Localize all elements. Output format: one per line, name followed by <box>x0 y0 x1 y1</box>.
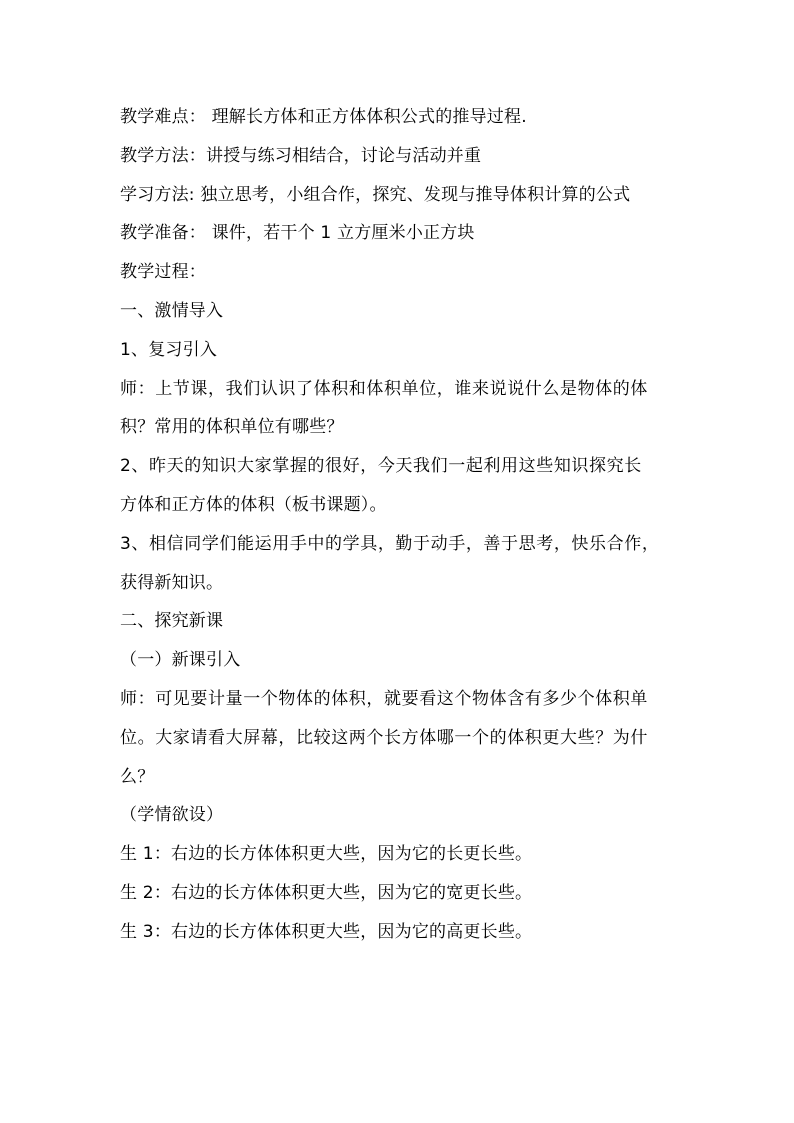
paragraph-line: 3、相信同学们能运用手中的学具，勤于动手，善于思考，快乐合作， <box>120 533 660 554</box>
teaching-difficulty-line: 教学难点： 理解长方体和正方体体积公式的推导过程. <box>120 107 527 127</box>
document-body <box>120 98 680 952</box>
paragraph-line: 2、昨天的知识大家掌握的很好，今天我们一起利用这些知识探究长 <box>120 456 642 477</box>
student-answer-line: 生 2：右边的长方体体积更大些，因为它的宽更长些。 <box>120 882 533 903</box>
teaching-method-line: 教学方法：讲授与练习相结合，讨论与活动并重 <box>120 145 482 166</box>
subsection-review: 1、复习引入 <box>120 339 218 360</box>
paragraph-line: 积？常用的体积单位有哪些？ <box>120 417 344 438</box>
student-answer-line: 生 1：右边的长方体体积更大些，因为它的长更长些。 <box>120 844 533 865</box>
learning-method-line: 学习方法: 独立思考，小组合作，探究、发现与推导体积计算的公式 <box>120 184 631 205</box>
paragraph-line: 获得新知识。 <box>120 572 224 593</box>
teaching-preparation-line: 教学准备： 课件，若干个 1 立方厘米小正方块 <box>120 223 475 244</box>
paragraph-line: 么？ <box>120 766 155 787</box>
section-heading-explore: 二、探究新课 <box>120 611 224 632</box>
paragraph-line: 师：上节课，我们认识了体积和体积单位，谁来说说什么是物体的体 <box>120 378 648 399</box>
teaching-process-heading: 教学过程： <box>120 262 206 283</box>
paragraph-line: 方体和正方体的体积（板书课题）。 <box>120 494 387 515</box>
student-answer-line: 生 3：右边的长方体体积更大些，因为它的高更长些。 <box>120 921 533 942</box>
section-heading-intro: 一、激情导入 <box>120 300 224 321</box>
paragraph-line: 师：可见要计量一个物体的体积，就要看这个物体含有多少个体积单 <box>120 688 648 709</box>
paragraph-line: （学情欲设） <box>120 805 224 826</box>
paragraph-line: 位。大家请看大屏幕，比较这两个长方体哪一个的体积更大些？为什 <box>120 727 648 748</box>
subsection-new-lesson: （一）新课引入 <box>120 650 241 671</box>
